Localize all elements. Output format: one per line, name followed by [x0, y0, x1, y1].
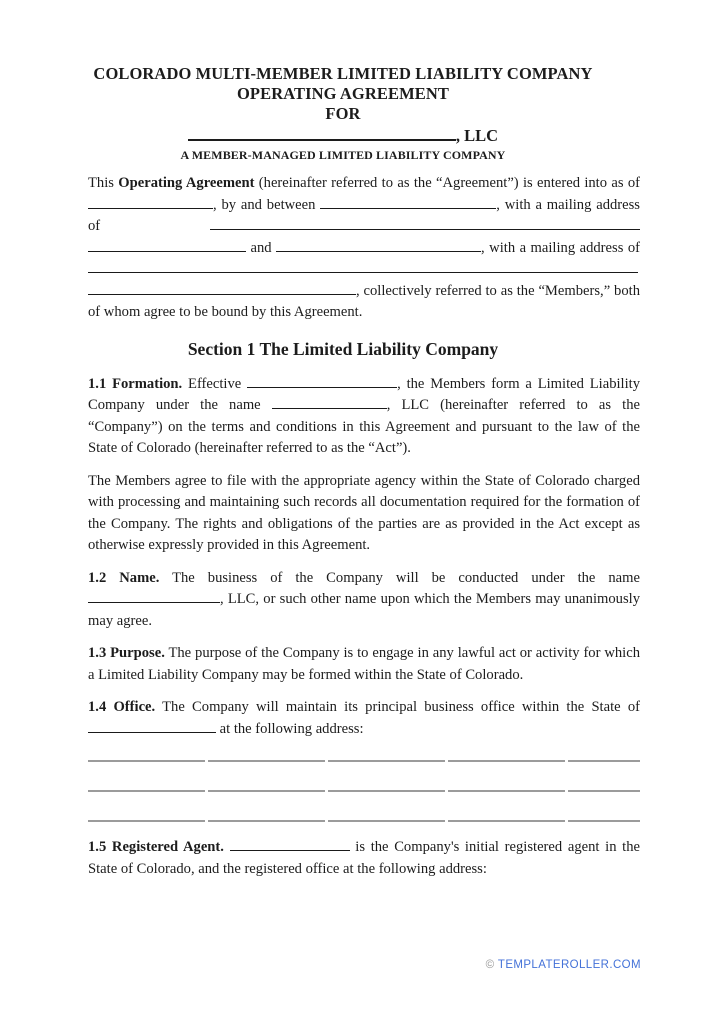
- clause-1-5-registered-agent: [88, 837, 640, 880]
- document-header: [88, 64, 598, 163]
- clause-1-1-label: 1.1 Formation.: [88, 375, 183, 392]
- registered-agent-name-blank: [230, 839, 350, 851]
- clause-1-3-label: 1.3 Purpose.: [88, 645, 165, 661]
- clause-1-4-text-a: The Company will maintain its principal business office within the State of: [155, 699, 640, 715]
- copyright-symbol: ©: [485, 959, 495, 971]
- clause-1-3-text: The purpose of the Company is to engage in any lawful act or activity for which a Limited Liability Company may be formed within the State of Colorado.: [88, 645, 641, 683]
- intro-text-between: , by and between: [213, 196, 321, 213]
- member1-address-blank-b: [88, 240, 246, 252]
- member2-name-blank: [276, 240, 481, 252]
- member2-address-blank-b: [88, 283, 356, 295]
- member1-name-blank: [320, 197, 496, 209]
- intro-paragraph: [88, 173, 640, 324]
- clause-1-1-formation: [88, 374, 640, 460]
- page-footer: [486, 959, 641, 971]
- intro-text-mailing2: , with a mailing address of: [481, 239, 640, 256]
- company-name-blank: [188, 127, 456, 141]
- clause-1-1-text-a: Effective: [182, 375, 248, 392]
- intro-text-after: (hereinafter referred to as the “Agreement”) is entered into as of: [254, 175, 640, 191]
- clause-1-1-paragraph-2: The Members agree to file with the appropriate agency within the State of Colorado charged with processing and maintaining such records all documentation required for the formation of the Company. The rights and obligations of the parties are as provided in the Act except as otherwise expressly provided in this Agreement.: [88, 472, 640, 553]
- clause-1-4-text-b: at the following address:: [216, 720, 364, 737]
- address-line: [88, 820, 640, 822]
- clause-1-5-text: is the Company's initial registered agent in the State of Colorado, and the registered office at the following address:: [88, 839, 640, 877]
- office-address-lines: [88, 760, 640, 822]
- office-state-blank: [88, 721, 216, 733]
- document-subtitle: A MEMBER-MANAGED LIMITED LIABILITY COMPANY: [180, 148, 506, 162]
- clause-1-1-text-b: , the Members form a Limited Liability Company under the name: [88, 375, 641, 413]
- intro-text-lead: This: [88, 175, 119, 191]
- intro-bold-term: Operating Agreement: [118, 175, 255, 191]
- address-line: [88, 790, 640, 792]
- effective-date-blank: [247, 376, 397, 388]
- clause-1-5-label: 1.5 Registered Agent.: [88, 839, 224, 855]
- templateroller-link[interactable]: TEMPLATEROLLER.COM: [497, 959, 641, 971]
- member1-address-blank-a: [210, 218, 640, 230]
- clause-1-2-text-a: The business of the Company will be conducted under the name: [159, 569, 640, 586]
- section-1-heading: Section 1 The Limited Liability Company: [187, 338, 499, 359]
- clause-1-2-label: 1.2 Name.: [88, 569, 160, 586]
- member2-address-blank-a: [88, 261, 638, 273]
- clause-1-1-text-c: , LLC (hereinafter referred to as the “Company”) on the terms and conditions in this Agreement and pursuant to the law of the State of Colorado (hereinafter referred to as the “Act”).: [88, 397, 640, 456]
- clause-1-4-office: [88, 697, 640, 740]
- clause-1-4-label: 1.4 Office.: [88, 699, 156, 715]
- title-line-2: OPERATING AGREEMENT: [237, 84, 449, 103]
- company-name-suffix: , LLC: [455, 126, 499, 145]
- company-name-field-blank: [272, 397, 387, 409]
- business-name-blank: [88, 591, 220, 603]
- intro-text-collective: , collectively referred to as the “Members,” both of whom agree to be bound by this Agreement.: [88, 282, 640, 320]
- clause-1-2-name: [88, 568, 640, 633]
- clause-1-3-purpose: [88, 643, 640, 686]
- date-blank: [88, 197, 213, 209]
- intro-text-and: and: [250, 239, 272, 256]
- address-line: [88, 760, 640, 762]
- company-name-line: [88, 124, 598, 148]
- title-line-3: FOR: [325, 104, 361, 123]
- intro-text-mailing1: , with a mailing address of: [88, 196, 640, 234]
- title-line-1: COLORADO MULTI-MEMBER LIMITED LIABILITY COMPANY: [93, 64, 593, 83]
- clause-1-2-text-b: , LLC, or such other name upon which the Members may unanimously may agree.: [88, 591, 640, 629]
